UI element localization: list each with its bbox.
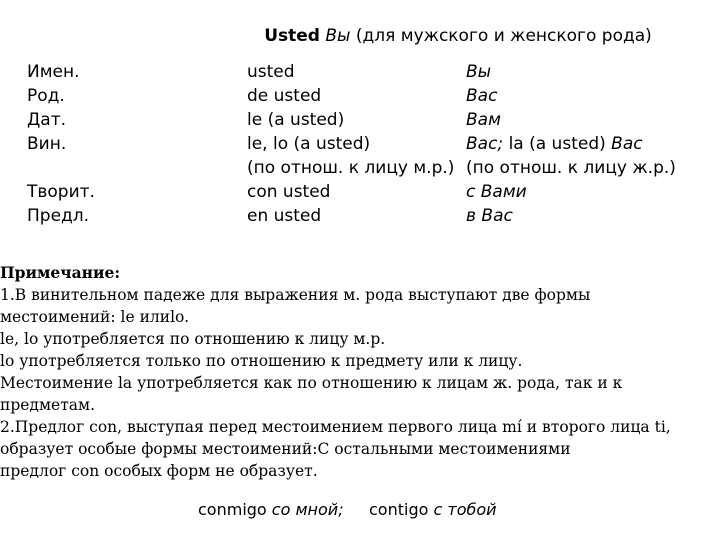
russian-form: Вам xyxy=(466,110,501,130)
russian-form: Вас; xyxy=(466,134,504,154)
note-line: le, lo употребляется по отношению к лицу м.р. xyxy=(0,330,386,348)
note-line: Местоимение la употребляется как по отношению к лицам ж. рода, так и к xyxy=(0,374,623,392)
spanish-inline-form: la (a usted) xyxy=(508,134,606,154)
note-block xyxy=(0,262,700,482)
russian-form: Вас xyxy=(466,86,498,106)
note-line: 2.Предлог con, выступая перед местоимением первого лица mí и второго лица ti, xyxy=(0,418,671,436)
case-label: Род. xyxy=(27,86,65,106)
spanish-column xyxy=(247,60,454,228)
spanish-form: de usted xyxy=(247,86,322,106)
note-line: образует особые формы местоимений:С остальными местоимениями xyxy=(0,440,571,458)
note-line: 1.В винительном падеже для выражения м. рода выступают две формы xyxy=(0,286,591,304)
note-line: предметам. xyxy=(0,396,95,414)
spanish-form: usted xyxy=(247,62,295,82)
example-contigo xyxy=(369,500,497,519)
example-russian: с тобой xyxy=(433,500,497,519)
spanish-form: le, lo (a usted) xyxy=(247,134,371,154)
note-line: местоимений: le илиlo. xyxy=(0,308,190,326)
title-rest: (для мужского и женского рода) xyxy=(355,26,652,46)
russian-form: Вас xyxy=(611,134,643,154)
spanish-form: le (a usted) xyxy=(247,110,345,130)
case-label xyxy=(27,156,95,180)
cases-column xyxy=(27,60,95,228)
example-russian: со мной; xyxy=(271,500,344,519)
title-head: Usted xyxy=(264,26,320,46)
title-sub: Вы xyxy=(325,26,351,46)
note-line: lo употребляется только по отношению к предмету или к лицу. xyxy=(0,352,523,370)
case-label: Творит. xyxy=(27,182,95,202)
russian-form-note: (по отнош. к лицу ж.р.) xyxy=(466,158,676,178)
case-label: Предл. xyxy=(27,206,90,226)
russian-column xyxy=(466,60,676,228)
russian-form-row xyxy=(466,132,676,156)
case-label: Имен. xyxy=(27,62,80,82)
example-spanish: contigo xyxy=(369,500,429,519)
russian-form: в Вас xyxy=(466,206,513,226)
case-label: Вин. xyxy=(27,134,67,154)
russian-form: Вы xyxy=(466,62,492,82)
spanish-form: en usted xyxy=(247,206,322,226)
russian-form: с Вами xyxy=(466,182,527,202)
spanish-form: con usted xyxy=(247,182,331,202)
case-label: Дат. xyxy=(27,110,67,130)
example-spanish: conmigo xyxy=(198,500,267,519)
spanish-form: (по отнош. к лицу м.р.) xyxy=(247,158,455,178)
page-title xyxy=(0,26,720,46)
note-line: предлог con особых форм не образует. xyxy=(0,462,318,480)
note-label: Примечание: xyxy=(0,263,121,282)
example-conmigo xyxy=(198,500,344,519)
